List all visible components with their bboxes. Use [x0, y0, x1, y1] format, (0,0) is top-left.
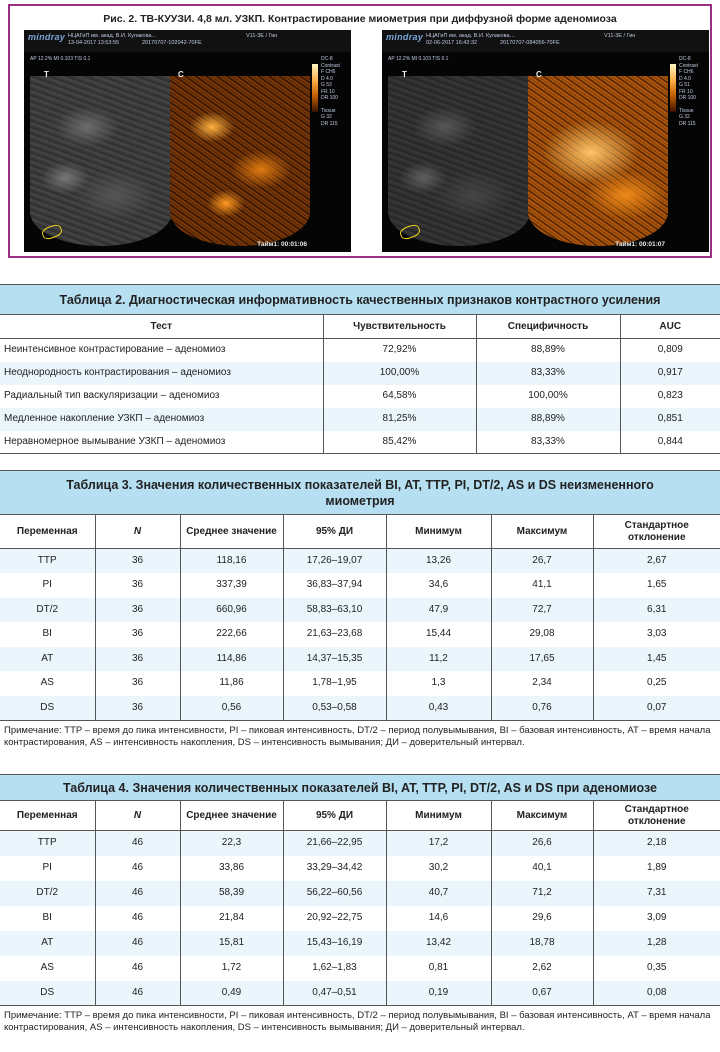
table-cell: 14,6: [386, 906, 491, 931]
table-cell: 2,34: [491, 671, 593, 696]
table-row: [0, 671, 720, 696]
table-cell: 88,89%: [476, 408, 620, 431]
side-line: DR 100: [321, 95, 338, 101]
table-cell: 83,33%: [476, 362, 620, 385]
table-cell: 0,25: [593, 671, 720, 696]
column-header: Специфичность: [476, 315, 620, 339]
table-cell: 2,67: [593, 549, 720, 574]
side-panel: [670, 56, 706, 127]
table-cell: 17,65: [491, 647, 593, 672]
table-cell: 88,89%: [476, 339, 620, 362]
column-header: Стандартное отклонение: [593, 515, 720, 549]
side-line: FR 10: [321, 88, 335, 95]
table-cell: AS: [40, 677, 54, 689]
column-header: Минимум: [386, 515, 491, 549]
table-cell: TTP: [0, 831, 95, 856]
table-4: [0, 774, 720, 1034]
table-cell: 0,08: [593, 981, 720, 1006]
table-3-title: Таблица 3. Значения количественных показателей BI, AT, TTP, PI, DT/2, AS и DS неизмененного миометрия: [0, 470, 720, 514]
table-cell: 0,76: [491, 696, 593, 721]
table-cell: 0,823: [620, 385, 720, 408]
table-cell: 46: [95, 831, 180, 856]
side-line: Tissue: [679, 107, 694, 114]
table-cell: 36: [95, 549, 180, 574]
table-4-grid: [0, 800, 720, 1006]
table-2: [0, 284, 720, 454]
table-cell: 36: [95, 622, 180, 647]
table-cell: 64,58%: [323, 385, 476, 408]
column-header: Максимум: [491, 801, 593, 831]
column-header: Тест: [0, 315, 323, 339]
study-id: 20170707-102042-70FE: [142, 40, 202, 46]
table-row: [0, 696, 720, 721]
table-cell: 17,26–19,07: [283, 549, 386, 574]
table-cell: 47,9: [386, 598, 491, 623]
table-4-title: Таблица 4. Значения количественных показателей BI, AT, TTP, PI, DT/2, AS и DS при аденомиозе: [0, 774, 720, 800]
table-cell: 7,31: [593, 881, 720, 906]
table-cell: 71,2: [491, 881, 593, 906]
ultrasound-image-right: [382, 30, 709, 252]
table-row: [0, 831, 720, 856]
table-cell: 30,2: [386, 856, 491, 881]
figure-caption: Рис. 2. ТВ-КУУЗИ. 4,8 мл. УЗКП. Контрастирование миометрия при диффузной форме аденомиоза: [103, 13, 617, 25]
table-row: [0, 339, 720, 362]
table-cell: 0,43: [386, 696, 491, 721]
table-cell: DT/2: [0, 881, 95, 906]
column-header: Стандартное отклонение: [593, 801, 720, 831]
side-line: Contrast: [321, 62, 340, 69]
side-line: DR 100: [679, 95, 696, 101]
table-cell: 0,49: [180, 981, 283, 1006]
table-cell: 22,3: [180, 831, 283, 856]
table-cell: 17,2: [386, 831, 491, 856]
table-cell: 26,6: [491, 831, 593, 856]
table-row: [0, 622, 720, 647]
table-cell: 0,67: [491, 981, 593, 1006]
table-cell: 40,1: [491, 856, 593, 881]
side-title: DC-8: [679, 56, 691, 62]
table-cell: 0,917: [620, 362, 720, 385]
hospital-name: НЦАГиП им. акад. В.И. Кулакова…: [426, 33, 516, 39]
table-cell: DS: [0, 981, 95, 1006]
table-cell: 36: [95, 573, 180, 598]
column-header: Минимум: [386, 801, 491, 831]
contrast-scan: [170, 76, 310, 246]
timer-readout: Тайм1: 00:01:07: [615, 241, 665, 248]
table-cell: 36: [95, 647, 180, 672]
table-cell: 40,7: [386, 881, 491, 906]
table-cell: 118,16: [180, 549, 283, 574]
contrast-marker: C: [178, 70, 184, 79]
table-cell: 21,84: [180, 906, 283, 931]
table-cell: 0,56: [180, 696, 283, 721]
column-header: Чувствительность: [323, 315, 476, 339]
tissue-marker: T: [402, 70, 407, 79]
table-cell: AS: [40, 962, 54, 973]
scan-params: AP 12.2% MI 0.103 TIS 0.1: [388, 56, 449, 62]
table-cell: 36: [95, 671, 180, 696]
side-panel: [312, 56, 348, 127]
side-line: Contrast: [679, 62, 698, 69]
column-header: AUC: [620, 315, 720, 339]
table-cell: 1,3: [386, 671, 491, 696]
column-header: Максимум: [491, 515, 593, 549]
timer-readout: Тайм1: 00:01:06: [257, 241, 307, 248]
table-cell: DT/2: [0, 598, 95, 623]
column-header: Среднее значение: [180, 801, 283, 831]
table-cell: BI: [42, 912, 52, 923]
table-cell: 1,45: [593, 647, 720, 672]
table-cell: 83,33%: [476, 431, 620, 454]
column-header: 95% ДИ: [283, 801, 386, 831]
table-row: [0, 856, 720, 881]
table-cell: 2,62: [491, 956, 593, 981]
table-cell: 34,6: [386, 573, 491, 598]
column-header: N: [95, 801, 180, 831]
table-cell: 21,63–23,68: [283, 622, 386, 647]
table-cell: 0,07: [593, 696, 720, 721]
table-cell: BI: [42, 628, 52, 640]
side-line: G 53: [321, 82, 332, 88]
scanner-header: [382, 30, 709, 52]
table-cell: 33,86: [180, 856, 283, 881]
side-line: G 32: [679, 114, 690, 120]
probe-label: V11-3E / Гин: [604, 33, 636, 39]
table-cell: 114,86: [180, 647, 283, 672]
hospital-name: НЦАГиП им. акад. В.И. Кулакова…: [68, 33, 158, 39]
table-row: [0, 549, 720, 574]
table-row: [0, 385, 720, 408]
side-line: G 51: [679, 82, 690, 88]
brand-logo: mindray: [386, 32, 424, 42]
table-cell: TTP: [0, 549, 95, 574]
table-cell: 222,66: [180, 622, 283, 647]
table-cell: 72,92%: [323, 339, 476, 362]
table-cell: Медленное накопление УЗКП – аденомиоз: [0, 408, 323, 431]
column-header: Переменная: [0, 515, 95, 549]
table-cell: 11,2: [386, 647, 491, 672]
table-cell: 72,7: [491, 598, 593, 623]
table-cell: 15,43–16,19: [283, 931, 386, 956]
table-cell: 36: [95, 696, 180, 721]
column-header: Среднее значение: [180, 515, 283, 549]
probe-label: V11-3E / Гин: [246, 33, 278, 39]
table-cell: 58,39: [180, 881, 283, 906]
table-cell: PI: [42, 579, 52, 591]
table-row: [0, 598, 720, 623]
side-line: F CH6: [679, 69, 694, 75]
column-header: N: [95, 515, 180, 549]
table-cell: 0,81: [386, 956, 491, 981]
table-cell: 15,44: [386, 622, 491, 647]
table-cell: Радиальный тип васкуляризации – аденомиоз: [4, 390, 220, 401]
table-cell: 46: [95, 881, 180, 906]
table-cell: 0,844: [620, 431, 720, 454]
exam-datetime: 02-06-2017 16:42:32: [426, 40, 478, 46]
table-cell: 100,00%: [323, 362, 476, 385]
table-cell: 1,89: [593, 856, 720, 881]
table-cell: Неравномерное вымывание УЗКП – аденомиоз: [4, 435, 226, 447]
table-cell: 36: [95, 598, 180, 623]
table-cell: 0,851: [620, 408, 720, 431]
table-cell: 1,62–1,83: [283, 956, 386, 981]
table-cell: 26,7: [491, 549, 593, 574]
table-cell: 20,92–22,75: [283, 906, 386, 931]
table-cell: Неинтенсивное контрастирование – аденомиоз: [4, 344, 226, 356]
table-2-title: Таблица 2. Диагностическая информативность качественных признаков контрастного усиления: [0, 284, 720, 314]
side-line: DR 115: [679, 120, 696, 127]
table-cell: AT: [0, 931, 95, 956]
table-row: [0, 981, 720, 1006]
column-header: Переменная: [0, 801, 95, 831]
table-cell: 29,08: [491, 622, 593, 647]
contrast-marker: C: [536, 70, 542, 79]
table-cell: 1,78–1,95: [283, 671, 386, 696]
table-cell: 46: [95, 931, 180, 956]
ultrasound-image-left: [24, 30, 351, 252]
table-cell: 0,47–0,51: [283, 981, 386, 1006]
table-cell: 1,65: [593, 573, 720, 598]
table-cell: 15,81: [180, 931, 283, 956]
table-cell: PI: [42, 862, 52, 873]
brand-logo: mindray: [28, 32, 66, 42]
table-cell: 660,96: [180, 598, 283, 623]
side-line: F CH6: [321, 69, 336, 75]
table-cell: 85,42%: [323, 431, 476, 454]
scanner-header: [24, 30, 351, 52]
table-cell: 46: [95, 906, 180, 931]
table-cell: 3,09: [593, 906, 720, 931]
table-cell: 18,78: [491, 931, 593, 956]
table-cell: 6,31: [593, 598, 720, 623]
contrast-colorbar: [312, 64, 318, 112]
table-4-note: Примечание: TTP – время до пика интенсивности, PI – пиковая интенсивность, DT/2 – период полувымывания, BI – базовая интенсивность, AT – время начала контрастирования, AS – интенсивность накопления, DS – интенсивность вымывания; ДИ – доверительный интервал.: [4, 1010, 711, 1033]
side-line: Tissue: [321, 107, 336, 114]
scan-params: AP 12.2% MI 0.103 TIS 0.1: [30, 56, 91, 62]
table-cell: 100,00%: [476, 385, 620, 408]
tissue-scan: [30, 76, 172, 246]
table-row: [0, 431, 720, 454]
column-header: 95% ДИ: [283, 515, 386, 549]
table-cell: 11,86: [180, 671, 283, 696]
table-row: [0, 956, 720, 981]
table-cell: 337,39: [180, 573, 283, 598]
table-cell: 58,83–63,10: [283, 598, 386, 623]
exam-datetime: 13-04-2017 13:53:55: [68, 40, 120, 46]
tissue-marker: T: [44, 70, 49, 79]
table-cell: 14,37–15,35: [283, 647, 386, 672]
table-cell: 46: [95, 981, 180, 1006]
table-cell: 46: [95, 856, 180, 881]
table-cell: Неоднородность контрастирования – аденомиоз: [0, 362, 323, 385]
table-cell: AT: [0, 647, 95, 672]
side-line: D 4.0: [321, 75, 333, 82]
table-2-grid: [0, 314, 720, 454]
contrast-colorbar: [670, 64, 676, 112]
side-title: DC-8: [321, 56, 333, 62]
table-row: [0, 931, 720, 956]
table-cell: 1,72: [180, 956, 283, 981]
table-3: [0, 470, 720, 749]
table-cell: 46: [95, 956, 180, 981]
table-cell: 3,03: [593, 622, 720, 647]
table-cell: 1,28: [593, 931, 720, 956]
table-cell: 13,42: [386, 931, 491, 956]
table-row: [0, 906, 720, 931]
table-cell: 36,83–37,94: [283, 573, 386, 598]
study-id: 20170707-084056-70FE: [500, 40, 560, 46]
table-cell: 33,29–34,42: [283, 856, 386, 881]
table-cell: 0,19: [386, 981, 491, 1006]
table-row: [0, 362, 720, 385]
side-line: DR 115: [321, 120, 338, 127]
table-row: [0, 408, 720, 431]
table-row: [0, 573, 720, 598]
contrast-scan: [528, 76, 668, 246]
table-cell: 2,18: [593, 831, 720, 856]
table-cell: 56,22–60,56: [283, 881, 386, 906]
tissue-scan: [388, 76, 530, 246]
table-cell: DS: [0, 696, 95, 721]
table-cell: 81,25%: [323, 408, 476, 431]
table-cell: 0,53–0,58: [283, 696, 386, 721]
side-line: G 32: [321, 114, 332, 120]
table-row: [0, 647, 720, 672]
table-row: [0, 881, 720, 906]
table-cell: 0,35: [593, 956, 720, 981]
side-line: FR 10: [679, 88, 693, 95]
table-cell: 0,809: [620, 339, 720, 362]
figure: [8, 4, 712, 258]
table-3-note: Примечание: TTP – время до пика интенсивности, PI – пиковая интенсивность, DT/2 – период полувымывания, BI – базовая интенсивность, AT – время начала контрастирования, AS – интенсивность накопления, DS – интенсивность вымывания; ДИ – доверительный интервал.: [4, 724, 711, 748]
side-line: D 4.0: [679, 75, 691, 82]
table-cell: 41,1: [491, 573, 593, 598]
table-3-grid: [0, 514, 720, 721]
table-cell: 29,6: [491, 906, 593, 931]
table-cell: 13,26: [386, 549, 491, 574]
table-cell: 21,66–22,95: [283, 831, 386, 856]
